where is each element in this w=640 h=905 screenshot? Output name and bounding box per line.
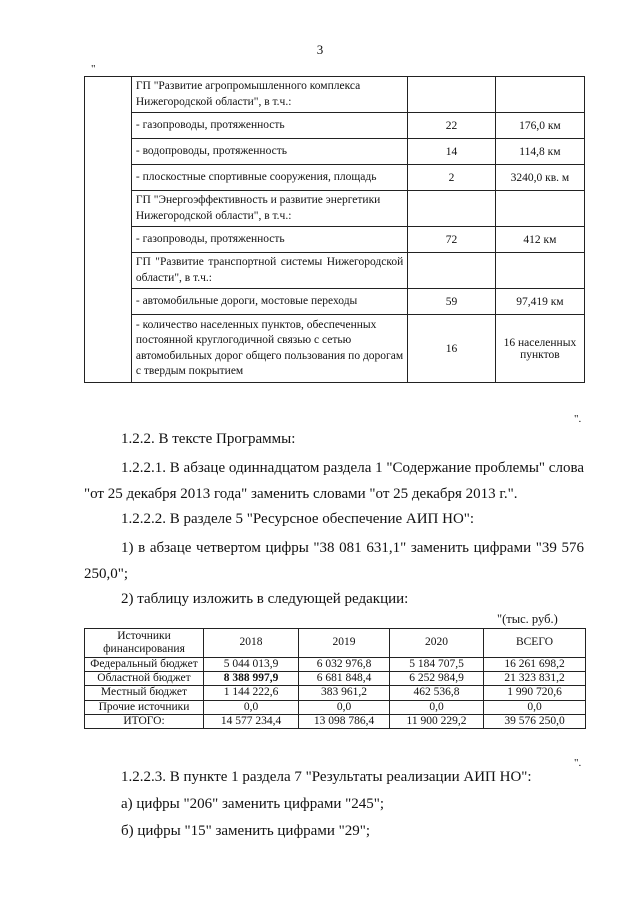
cell-value: 462 536,8 bbox=[390, 686, 484, 700]
row-label: Федеральный бюджет bbox=[85, 658, 204, 672]
row-label: Местный бюджет bbox=[85, 686, 204, 700]
cell-value: 6 032 976,8 bbox=[299, 658, 390, 672]
table-row bbox=[85, 658, 586, 672]
cell-value: 0,0 bbox=[299, 700, 390, 714]
row-label: - автомобильные дороги, мостовые переходы bbox=[131, 289, 407, 315]
page-number: 3 bbox=[316, 42, 324, 57]
row-value: 97,419 км bbox=[495, 289, 584, 315]
paragraph-table-intro: 2) таблицу изложить в следующей редакции: bbox=[121, 591, 409, 607]
row-value bbox=[495, 191, 584, 227]
cell-value: 1 990 720,6 bbox=[484, 686, 586, 700]
table-row bbox=[85, 686, 586, 700]
row-value: 412 км bbox=[495, 227, 584, 253]
table-row bbox=[85, 289, 585, 315]
column-header: 2020 bbox=[390, 629, 484, 658]
row-count bbox=[408, 77, 496, 113]
row-count: 72 bbox=[408, 227, 496, 253]
row-count: 59 bbox=[408, 289, 496, 315]
cell-value: 383 961,2 bbox=[299, 686, 390, 700]
table-row bbox=[85, 165, 585, 191]
table-row bbox=[85, 700, 586, 714]
paragraph-text-section: 1.2.2. В тексте Программы: bbox=[121, 431, 296, 447]
cell-value: 1 144 222,6 bbox=[204, 686, 299, 700]
cell-value: 5 184 707,5 bbox=[390, 658, 484, 672]
table-row bbox=[85, 113, 585, 139]
cell-value: 16 261 698,2 bbox=[484, 658, 586, 672]
column-header: Источники финансирования bbox=[85, 629, 204, 658]
row-label: - водопроводы, протяженность bbox=[131, 139, 407, 165]
cell-value: 6 681 848,4 bbox=[299, 672, 390, 686]
cell-value: 8 388 997,9 bbox=[204, 672, 299, 686]
financing-table bbox=[84, 628, 586, 729]
row-count: 2 bbox=[408, 165, 496, 191]
row-value: 176,0 км bbox=[495, 113, 584, 139]
cell-value: 11 900 229,2 bbox=[390, 714, 484, 728]
table-row bbox=[85, 714, 586, 728]
paragraph-item-a: а) цифры "206" заменить цифрами "245"; bbox=[121, 796, 385, 812]
row-label: ГП "Развитие агропромышленного комплекса Нижегородской области", в т.ч.: bbox=[131, 77, 407, 113]
column-header: 2019 bbox=[299, 629, 390, 658]
cell-value: 5 044 013,9 bbox=[204, 658, 299, 672]
paragraph-section-1-edit: 1.2.2.1. В абзаце одиннадцатом раздела 1 "Содержание проблемы" слова "от 25 декабря 2013 года" заменить словами "от 25 декабря 2013 г.". bbox=[84, 460, 584, 502]
paragraph-figures-replace: 1) в абзаце четвертом цифры "38 081 631,1" заменить цифрами "39 576 250,0"; bbox=[84, 540, 584, 582]
cell-value: 0,0 bbox=[484, 700, 586, 714]
row-label: - плоскостные спортивные сооружения, площадь bbox=[131, 165, 407, 191]
row-label: ИТОГО: bbox=[85, 714, 204, 728]
row-label: Прочие источники bbox=[85, 700, 204, 714]
table-row bbox=[85, 227, 585, 253]
row-label: - количество населенных пунктов, обеспеченных постоянной круглогодичной связью с сетью автомобильных дорог общего пользования по дорогам с твердым покрытием bbox=[131, 315, 407, 383]
row-label: ГП "Развитие транспортной системы Нижегородской области", в т.ч.: bbox=[131, 253, 407, 289]
row-value bbox=[495, 77, 584, 113]
row-count bbox=[408, 191, 496, 227]
cell-value: 0,0 bbox=[204, 700, 299, 714]
table-row bbox=[85, 191, 585, 227]
column-header: 2018 bbox=[204, 629, 299, 658]
cell-value: 13 098 786,4 bbox=[299, 714, 390, 728]
cell-value: 21 323 831,2 bbox=[484, 672, 586, 686]
row-count: 16 bbox=[408, 315, 496, 383]
cell-value: 6 252 984,9 bbox=[390, 672, 484, 686]
row-label: Областной бюджет bbox=[85, 672, 204, 686]
row-label: - газопроводы, протяженность bbox=[131, 227, 407, 253]
row-count: 14 bbox=[408, 139, 496, 165]
row-count: 22 bbox=[408, 113, 496, 139]
row-label: ГП "Энергоэффективность и развитие энергетики Нижегородской области", в т.ч.: bbox=[131, 191, 407, 227]
row-value: 3240,0 кв. м bbox=[495, 165, 584, 191]
closing-quote-mark: ". bbox=[574, 413, 582, 425]
row-value: 114,8 км bbox=[495, 139, 584, 165]
row-label: - газопроводы, протяженность bbox=[131, 113, 407, 139]
table-row bbox=[85, 315, 585, 383]
cell-value: 14 577 234,4 bbox=[204, 714, 299, 728]
closing-quote-mark: ". bbox=[574, 757, 582, 769]
table-row bbox=[85, 253, 585, 289]
cell-value: 0,0 bbox=[390, 700, 484, 714]
row-value: 16 населенных пунктов bbox=[495, 315, 584, 383]
table-row bbox=[85, 672, 586, 686]
table-row bbox=[85, 139, 585, 165]
column-header: ВСЕГО bbox=[484, 629, 586, 658]
paragraph-section-5: 1.2.2.2. В разделе 5 "Ресурсное обеспечение АИП НО": bbox=[121, 511, 475, 527]
cell-value: 39 576 250,0 bbox=[484, 714, 586, 728]
units-label: "(тыс. руб.) bbox=[497, 612, 558, 626]
empty-cell bbox=[85, 77, 132, 383]
table-row bbox=[85, 77, 585, 113]
opening-quote-mark: " bbox=[91, 63, 96, 75]
program-indicators-table bbox=[84, 76, 585, 383]
row-value bbox=[495, 253, 584, 289]
row-count bbox=[408, 253, 496, 289]
paragraph-item-b: б) цифры "15" заменить цифрами "29"; bbox=[121, 823, 371, 839]
paragraph-section-7: 1.2.2.3. В пункте 1 раздела 7 "Результаты реализации АИП НО": bbox=[121, 769, 532, 785]
